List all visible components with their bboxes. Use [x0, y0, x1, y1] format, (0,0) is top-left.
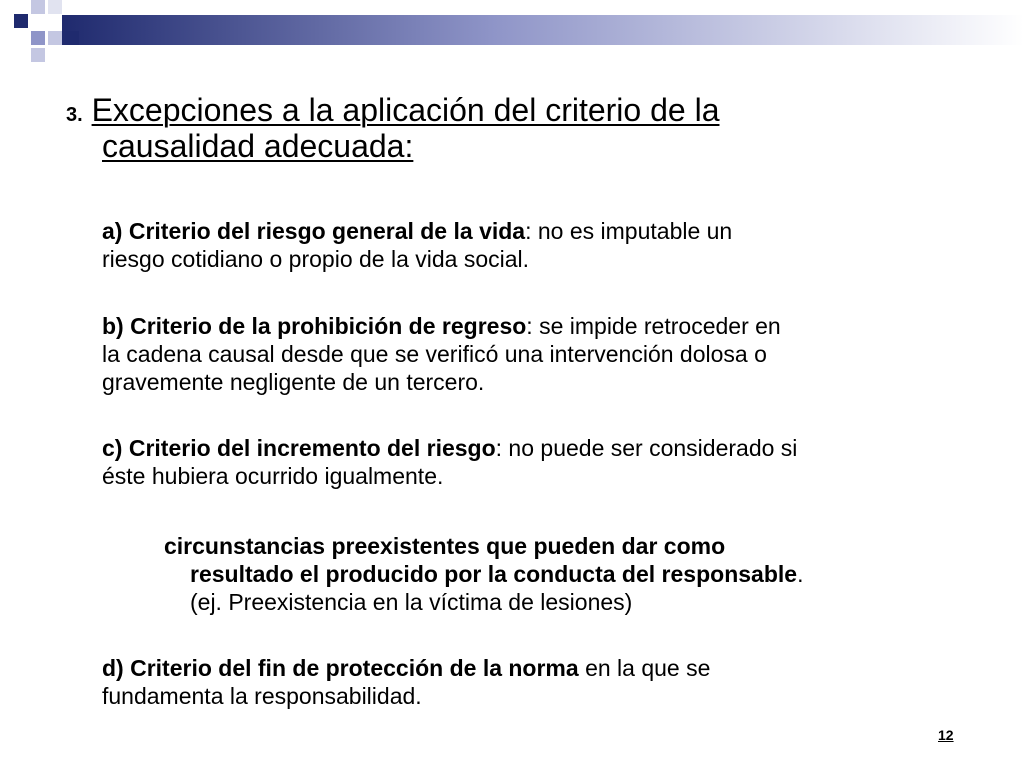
- slide-title: [66, 92, 906, 163]
- header-square-light-2: [48, 0, 62, 14]
- item-a-heading: a) Criterio del riesgo general de la vida: [102, 218, 526, 244]
- item-a-text-2: riesgo cotidiano o propio de la vida social.: [102, 246, 530, 272]
- item-c-heading: c) Criterio del incremento del riesgo: [102, 435, 496, 461]
- header-square-mid-1: [31, 31, 45, 45]
- item-a: [102, 217, 972, 273]
- subpoint-line-2-period: .: [797, 561, 804, 587]
- header-square-light-1: [31, 0, 45, 14]
- item-d: [102, 654, 972, 710]
- subpoint-line-3: (ej. Preexistencia en la víctima de lesiones): [190, 589, 633, 615]
- item-c: [102, 434, 972, 490]
- title-line-2: causalidad adecuada:: [102, 128, 414, 164]
- header-square-white-1: [48, 14, 62, 28]
- title-line-1: Excepciones a la aplicación del criterio de la: [91, 92, 720, 128]
- page-number: 12: [938, 727, 954, 743]
- item-d-text-2: fundamenta la responsabilidad.: [102, 683, 422, 709]
- item-c-text-1: : no puede ser considerado si: [495, 435, 798, 461]
- header-square-light-3: [48, 31, 62, 45]
- item-b-text-1: : se impide retroceder en: [526, 313, 781, 339]
- item-d-heading: d) Criterio del fin de protección de la norma: [102, 655, 579, 681]
- item-c-text-2: éste hubiera ocurrido igualmente.: [102, 463, 444, 489]
- item-c-subpoint: [164, 532, 990, 616]
- title-number: 3.: [66, 104, 83, 126]
- header-square-light-4: [31, 48, 45, 62]
- header-square-navy-1: [14, 14, 28, 28]
- header-square-navy-2: [65, 31, 79, 45]
- subpoint-line-1: circunstancias preexistentes que pueden dar como: [164, 533, 726, 559]
- item-a-text-1: : no es imputable un: [525, 218, 733, 244]
- item-b-heading: b) Criterio de la prohibición de regreso: [102, 313, 527, 339]
- item-b-text-3: gravemente negligente de un tercero.: [102, 369, 485, 395]
- subpoint-line-2-bold: resultado el producido por la conducta del responsable: [190, 561, 798, 587]
- header-gradient-bar: [62, 15, 1024, 45]
- decorative-header-pattern: [0, 0, 1024, 62]
- item-d-text-1: en la que se: [578, 655, 711, 681]
- item-b-text-2: la cadena causal desde que se verificó una intervención dolosa o: [102, 341, 767, 367]
- item-b: [102, 312, 972, 396]
